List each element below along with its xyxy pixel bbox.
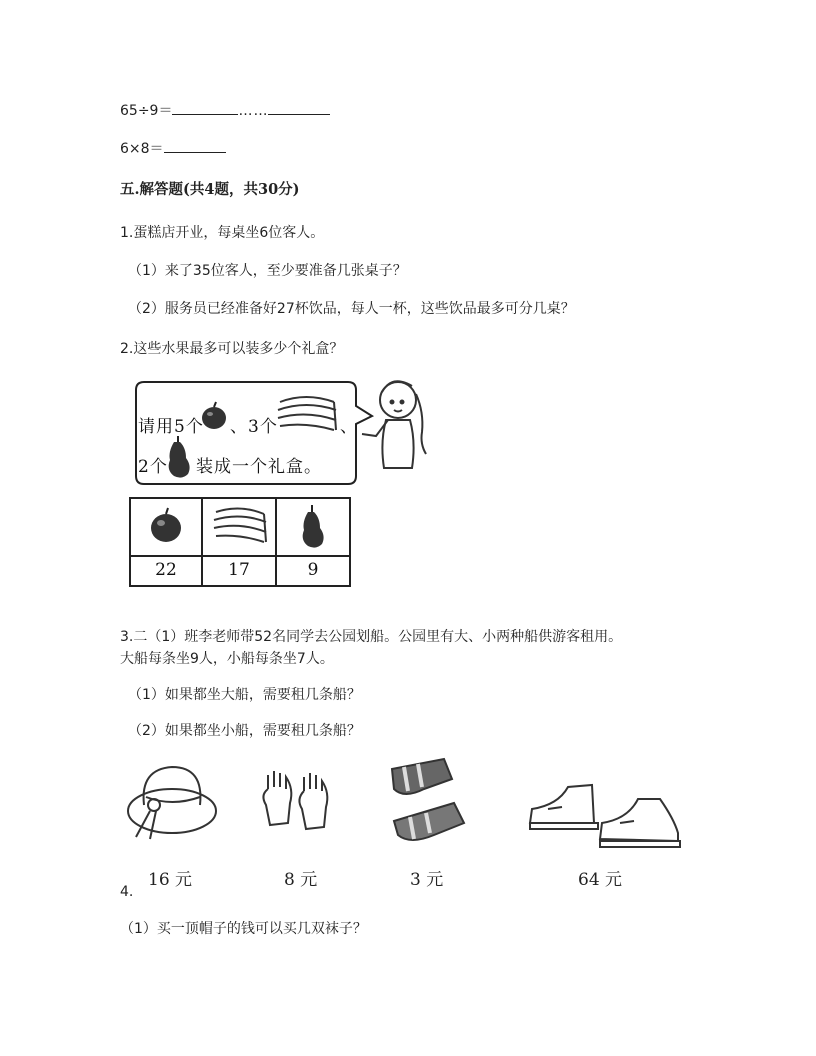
q3-part2: （2）如果都坐小船，需要租几条船？ — [128, 723, 361, 739]
q3-stem-line2: 大船每条坐9人，小船每条坐7人。 — [120, 651, 334, 667]
answer-blank-1b — [268, 100, 330, 115]
table-banana-bunch-icon — [214, 508, 266, 542]
bubble-text-1a: 请用5个 — [138, 417, 204, 437]
pear-icon — [169, 436, 190, 478]
table-pear-icon — [303, 505, 324, 548]
q1-part1: （1）来了35位客人，至少要准备几张桌子？ — [128, 263, 407, 279]
calc-expression-2: 6×8＝ — [120, 141, 164, 157]
q4-number: 4. — [120, 884, 134, 900]
price-gloves: 8 元 — [284, 870, 318, 890]
count-bananas: 17 — [228, 560, 250, 580]
price-socks: 3 元 — [410, 870, 444, 890]
bubble-text-2b: 装成一个礼盒。 — [196, 457, 322, 477]
q2-figure — [126, 372, 456, 594]
q2-stem: 2.这些水果最多可以装多少个礼盒？ — [120, 341, 344, 357]
q4-figure — [120, 755, 690, 895]
bubble-text-1c: 、 — [340, 417, 358, 437]
calc-expression-1: 65÷9＝ — [120, 103, 173, 119]
count-apples: 22 — [155, 560, 177, 580]
banana-bunch-icon — [278, 397, 336, 430]
q3-part1: （1）如果都坐大船，需要租几条船？ — [128, 687, 361, 703]
count-pears: 9 — [307, 560, 319, 580]
bubble-text-2a: 2个 — [138, 457, 168, 477]
q3-stem-line1: 3.二（1）班李老师带52名同学去公园划船。公园里有大、小两种船供游客租用。 — [120, 629, 623, 645]
socks-icon — [392, 759, 464, 840]
gloves-icon — [263, 771, 327, 829]
q4-part1: （1）买一顶帽子的钱可以买几双袜子？ — [120, 921, 367, 937]
price-hat: 16 元 — [148, 870, 193, 890]
q1-part2: （2）服务员已经准备好27杯饮品，每人一杯，这些饮品最多可分几桌？ — [128, 301, 575, 317]
calc-line-1 — [120, 100, 330, 120]
shoes-icon — [530, 785, 680, 847]
q4-figure-drawing — [120, 755, 690, 865]
apple-icon — [202, 402, 226, 429]
table-apple-icon — [151, 508, 181, 542]
answer-blank-1a — [172, 100, 238, 115]
girl-figure — [362, 381, 426, 468]
price-shoes: 64 元 — [578, 870, 623, 890]
answer-blank-2 — [164, 138, 226, 153]
bubble-text-1b: 、3个 — [230, 417, 278, 437]
q1-stem: 1.蛋糕店开业，每桌坐6位客人。 — [120, 225, 325, 241]
hat-icon — [128, 767, 216, 839]
calc-line-2 — [120, 138, 226, 158]
section-title: 五.解答题(共4题，共30分) — [120, 181, 300, 198]
remainder-dots: …… — [238, 103, 269, 119]
